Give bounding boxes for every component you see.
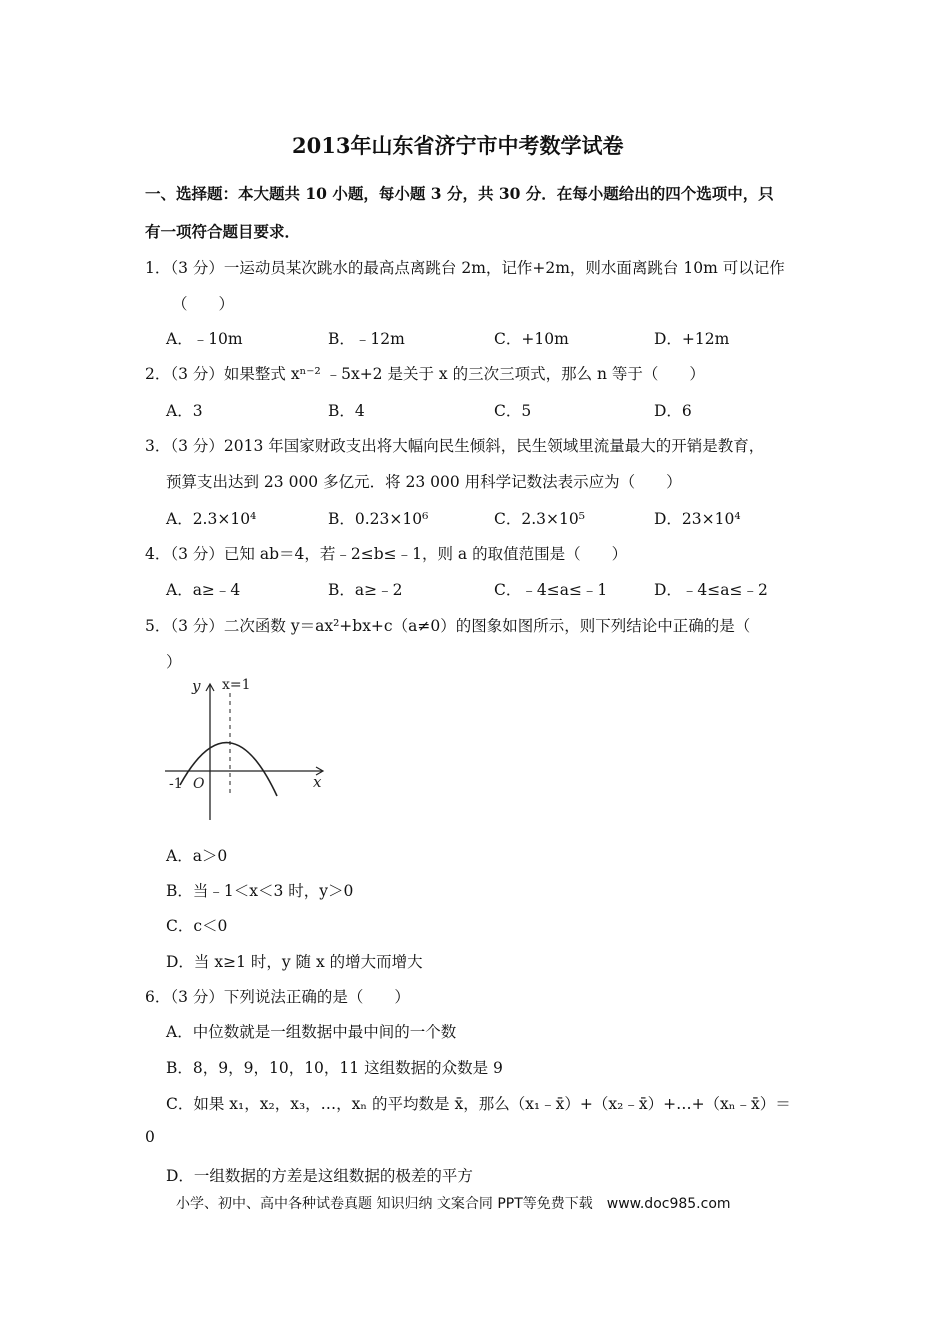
q6-option-c-cont: 0 (145, 1128, 155, 1146)
question-1: 1．（3 分）一运动员某次跳水的最高点离跳台 2m，记作+2m，则水面离跳台 10m 可以记作 (145, 259, 785, 277)
q2-option-c: C．5 (494, 402, 532, 420)
neg-one-label: -1 (169, 776, 183, 792)
q4-option-d: D．﹣4≤a≤﹣2 (654, 581, 768, 599)
q3-option-c: C．2.3×10⁵ (494, 510, 585, 528)
q3-option-a: A．2.3×10⁴ (166, 510, 257, 528)
q6-option-d: D．一组数据的方差是这组数据的极差的平方 (166, 1167, 473, 1185)
question-5-cont: ） (166, 653, 182, 671)
q5-option-d: D．当 x≥1 时，y 随 x 的增大而增大 (166, 953, 423, 971)
q2-option-a: A．3 (166, 402, 203, 420)
q3-option-d: D．23×10⁴ (654, 510, 741, 528)
q5-option-c: C．c＜0 (166, 917, 228, 935)
q4-option-c: C．﹣4≤a≤﹣1 (494, 581, 608, 599)
question-5: 5．（3 分）二次函数 y＝ax²+bx+c（a≠0）的图象如图所示，则下列结论中正确的是（ (145, 617, 751, 635)
q1-option-a: A．﹣10m (166, 330, 243, 348)
parabola-graph (160, 675, 330, 825)
q2-option-b: B．4 (328, 402, 365, 420)
q5-option-b: B．当﹣1＜x＜3 时，y＞0 (166, 882, 354, 900)
q3-option-b: B．0.23×10⁶ (328, 510, 429, 528)
q5-option-a: A．a＞0 (166, 847, 228, 865)
page-title: 2013年山东省济宁市中考数学试卷 (292, 133, 624, 158)
question-1-blank: （ ） (172, 295, 235, 313)
question-2: 2．（3 分）如果整式 xⁿ⁻² ﹣5x+2 是关于 x 的三次三项式，那么 n 等于（ ） (145, 365, 705, 383)
q1-option-c: C．+10m (494, 330, 569, 348)
question-4: 4．（3 分）已知 ab＝4，若﹣2≤b≤﹣1，则 a 的取值范围是（ ） (145, 545, 628, 563)
question-3-cont: 预算支出达到 23 000 多亿元．将 23 000 用科学记数法表示应为（ ） (166, 473, 682, 491)
q6-option-a: A．中位数就是一组数据中最中间的一个数 (166, 1023, 457, 1041)
section-heading: 一、选择题：本大题共 10 小题，每小题 3 分，共 30 分．在每小题给出的四个选项中，只 (145, 184, 774, 203)
origin-label: O (193, 776, 205, 792)
question-6: 6．（3 分）下列说法正确的是（ ） (145, 988, 410, 1006)
q6-option-b: B．8，9，9，10，10，11 这组数据的众数是 9 (166, 1059, 503, 1077)
q4-option-a: A．a≥﹣4 (166, 581, 241, 599)
q1-option-b: B．﹣12m (328, 330, 405, 348)
question-3: 3．（3 分）2013 年国家财政支出将大幅向民生倾斜，民生领域里流量最大的开销是教育， (145, 437, 765, 455)
x-axis-label: x (313, 773, 322, 791)
section-heading-cont: 有一项符合题目要求． (145, 222, 301, 241)
y-axis-label: y (192, 677, 201, 695)
q6-option-c: C．如果 x₁，x₂，x₃，…，xₙ 的平均数是 x̄，那么（x₁﹣x̄）+（x₂﹣x̄）+…+（xₙ﹣x̄）＝ (166, 1095, 791, 1113)
x-eq-label: x=1 (222, 677, 251, 693)
q1-option-d: D．+12m (654, 330, 730, 348)
q2-option-d: D．6 (654, 402, 692, 420)
footer-text: 小学、初中、高中各种试卷真题 知识归纳 文案合同 PPT等免费下载 www.doc985.com (176, 1196, 731, 1212)
q4-option-b: B．a≥﹣2 (328, 581, 403, 599)
